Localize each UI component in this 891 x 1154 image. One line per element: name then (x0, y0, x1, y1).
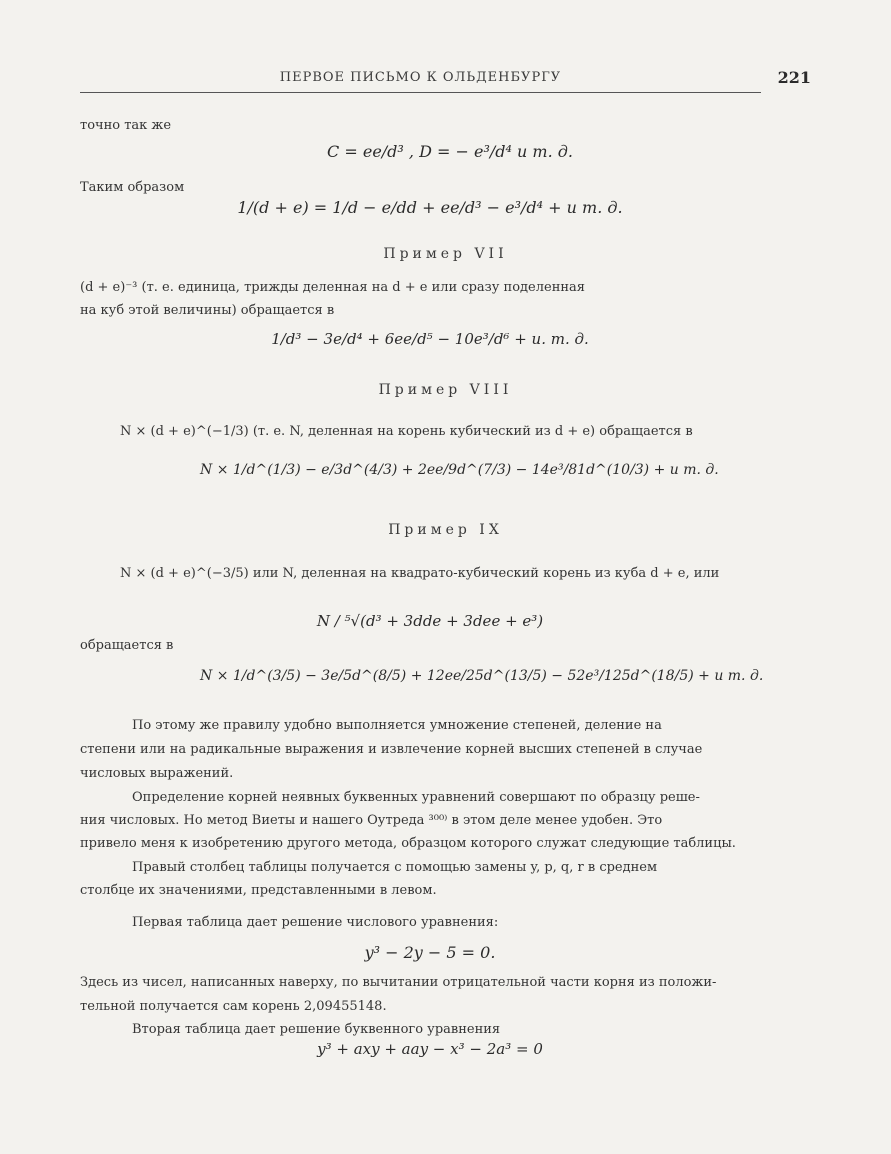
equation: y³ + axy + aay − x³ − 2a³ = 0 (317, 1040, 543, 1058)
text-line: По этому же правилу удобно выполняется умножение степеней, деление на (132, 718, 662, 733)
running-head (80, 68, 811, 93)
formula: 1/(d + e) = 1/d − e/dd + ee/d³ − e³/d⁴ + и т. д. (237, 198, 623, 217)
formula: C = ee/d³ , D = − e³/d⁴ и т. д. (327, 142, 573, 161)
text-line: ния числовых. Но метод Виеты и нашего Оутреда ³⁰⁰⁾ в этом деле менее удобен. Это (80, 813, 663, 828)
text-line: (d + e)⁻³ (т. е. единица, трижды деленная на d + e или сразу поделенная (80, 280, 585, 295)
formula: 1/d³ − 3e/d⁴ + 6ee/d⁵ − 10e³/d⁶ + и. т. д. (271, 330, 589, 348)
text-line: N × (d + e)^(−3/5) или N, деленная на квадрато-кубический корень из куба d + e, или (120, 566, 720, 581)
page-number: 221 (777, 68, 811, 87)
equation: y³ − 2y − 5 = 0. (364, 943, 496, 962)
formula: N / ⁵√(d³ + 3dde + 3dee + e³) (316, 612, 544, 630)
text-line: Правый столбец таблицы получается с помощью замены y, p, q, r в среднем (132, 860, 658, 875)
text-line: Вторая таблица дает решение буквенного уравнения (132, 1022, 501, 1037)
text-line: Здесь из чисел, написанных наверху, по вычитании отрицательной части корня из положи- (80, 975, 717, 990)
text-line: обращается в (80, 638, 174, 653)
text-line: тельной получается сам корень 2,09455148. (80, 999, 387, 1014)
text-line: столбце их значениями, представленными в левом. (80, 883, 437, 898)
text-line: Таким образом (80, 180, 185, 195)
text-line: Определение корней неявных буквенных уравнений совершают по образцу реше- (132, 790, 700, 805)
formula: N × 1/d^(1/3) − e/3d^(4/3) + 2ee/9d^(7/3) − 14e³/81d^(10/3) + и т. д. (200, 462, 719, 478)
text-line: N × (d + e)^(−1/3) (т. е. N, деленная на корень кубический из d + e) обращается в (120, 424, 693, 439)
example-heading: Пример VIII (378, 382, 513, 398)
running-title: ПЕРВОЕ ПИСЬМО К ОЛЬДЕНБУРГУ (279, 70, 562, 85)
text-line: Первая таблица дает решение числового уравнения: (132, 915, 499, 930)
formula: N × 1/d^(3/5) − 3e/5d^(8/5) + 12ee/25d^(13/5) − 52e³/125d^(18/5) + и т. д. (200, 668, 764, 684)
example-heading: Пример VII (383, 246, 508, 262)
example-heading: Пример IX (388, 522, 503, 538)
text-line: числовых выражений. (80, 766, 234, 781)
text-line: на куб этой величины) обращается в (80, 303, 335, 318)
text-line: точно так же (80, 118, 172, 133)
text-line: степени или на радикальные выражения и извлечение корней высших степеней в случае (80, 742, 703, 757)
text-line: привело меня к изобретению другого метода, образцом которого служат следующие таблицы. (80, 836, 736, 851)
